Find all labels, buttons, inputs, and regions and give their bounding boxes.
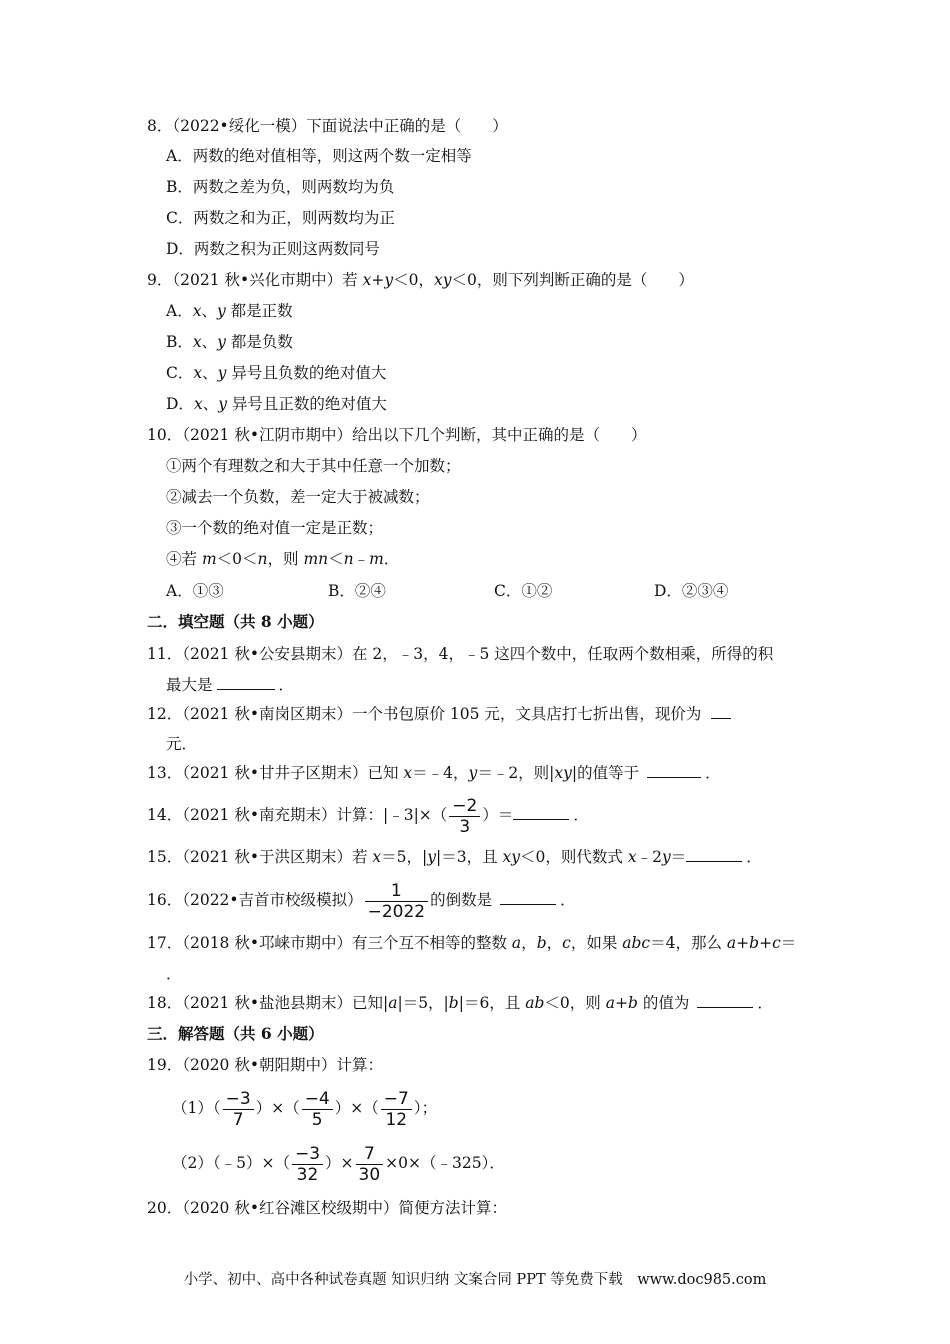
q9-option-c: C．x、y 异号且负数的绝对值大 [166,364,387,382]
q19-stem: 19．（2020 秋•朝阳期中）计算： [147,1056,383,1074]
q8-option-b: B．两数之差为负，则两数均为负 [166,178,395,196]
answer-blank [711,704,731,719]
q10-choice-b: B．②④ [328,582,386,600]
q16: 16．（2022•吉首市校级模拟） $\frac{1}{-2022}$ 的倒数是 ． [147,880,576,922]
q9-option-a: A．x、y 都是正数 [166,302,293,320]
q20-stem: 20．（2020 秋•红谷滩区校级期中）简便方法计算： [147,1199,507,1217]
q8-option-c: C．两数之和为正，则两数均为正 [166,209,395,227]
q9-option-d: D．x、y 异号且正数的绝对值大 [166,395,387,413]
q13: 13．（2021 秋•甘井子区期末）已知 x＝﹣4，y＝﹣2，则|xy|的值等于 ． [147,764,721,782]
q8-stem: 8．（2022•绥化一模）下面说法中正确的是（ ） [147,117,508,135]
answer-blank [513,805,569,820]
q11-line2: 最大是 ． [166,676,295,694]
q10-item-1: ①两个有理数之和大于其中任意一个加数； [166,457,461,475]
q10-stem: 10．（2021 秋•江阴市期中）给出以下几个判断，其中正确的是（ ） [147,426,647,444]
q10-choice-d: D．②③④ [654,582,729,600]
q18: 18．（2021 秋•盐池县期末）已知|a|＝5，|b|＝6，且 ab＜0，则 a+b 的值为 ． [147,994,773,1012]
answer-blank [697,993,753,1008]
q9-option-b: B．x、y 都是负数 [166,333,293,351]
q10-choice-c: C．①② [494,582,553,600]
answer-blank [647,763,701,778]
q10-item-2: ②减去一个负数，差一定大于被减数； [166,488,430,506]
q12-line2: 元． [166,735,198,753]
q12-line1: 12．（2021 秋•南岗区期末）一个书包原价 105 元，文具店打七折出售，现价为 [147,704,735,724]
section-solve-heading: 三．解答题（共 6 小题） [147,1024,324,1043]
answer-blank [217,675,275,690]
fraction: $\frac{-2}{3}$ [449,796,480,837]
q9-stem: 9．（2021 秋•兴化市期中）若 x+y＜0，xy＜0，则下列判断正确的是（ ） [147,271,694,289]
fraction: $\frac{7}{30}$ [356,1144,384,1185]
fraction: $\frac{-3}{7}$ [223,1089,254,1130]
q14: 14．（2021 秋•南充期末）计算：|﹣3|×（ $\frac{-2}{3}$ ）＝ ． [147,795,589,837]
fraction: $\frac{-7}{12}$ [381,1089,412,1130]
q8-option-a: A．两数的绝对值相等，则这两个数一定相等 [166,147,472,165]
fraction: $\frac{1}{-2022}$ [365,881,429,922]
section-fill-in-heading: 二．填空题（共 8 小题） [147,612,324,631]
q11-line1: 11．（2021 秋•公安县期末）在 2，﹣3，4，﹣5 这四个数中，任取两个数相乘，所得的积 [147,645,774,663]
answer-blank [500,890,556,905]
fraction: $\frac{-3}{32}$ [292,1144,323,1185]
q10-choice-a: A．①③ [166,582,224,600]
q17-line2: ． [166,965,182,983]
q8-option-d: D．两数之积为正则这两数同号 [166,240,380,258]
page-footer: 小学、初中、高中各种试卷真题 知识归纳 文案合同 PPT 等免费下载 www.doc985.com [183,1272,767,1288]
q19-part2: （2）（﹣5）×（ $\frac{-3}{32}$ ）× $\frac{7}{30}$ ×0×（﹣325）． [172,1143,505,1185]
answer-blank [686,847,742,862]
q19-part1: （1）（ $\frac{-3}{7}$ ）×（ $\frac{-4}{5}$ ）×（ $\frac{-7}{12}$ ）； [172,1088,438,1130]
fraction: $\frac{-4}{5}$ [302,1089,333,1130]
q10-item-3: ③一个数的绝对值一定是正数； [166,519,384,537]
q17-line1: 17．（2018 秋•邛崃市期中）有三个互不相等的整数 a，b，c，如果 abc＝4，那么 a+b+c＝ [147,934,797,952]
q15: 15．（2021 秋•于洪区期末）若 x＝5，|y|＝3，且 xy＜0，则代数式 x﹣2y＝ ． [147,848,762,866]
q10-item-4: ④若 m＜0＜n，则 mn＜n﹣m． [166,550,400,568]
